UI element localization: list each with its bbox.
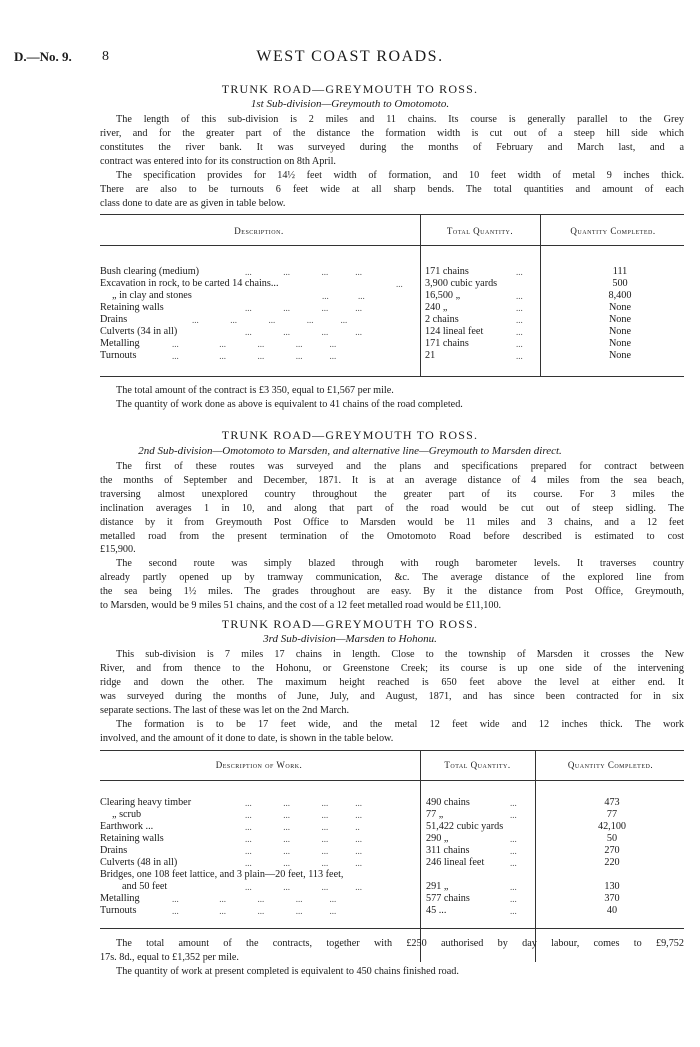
text-line: was surveyed during the months of June, July, and August, 1871, and has since been contracted for in six [100, 690, 684, 702]
table-row [100, 338, 684, 350]
cell-total-quantity: 16,500 „ [425, 290, 461, 301]
cell-quantity-completed: 130 [604, 881, 620, 892]
table-row [100, 845, 684, 857]
cell-quantity-completed: 50 [606, 833, 618, 844]
table-row [100, 326, 684, 338]
section1-summary [116, 384, 684, 412]
table-row [100, 893, 684, 905]
text-line: traversing almost unexplored country throughout the greater part of its course. For 3 miles the [100, 488, 684, 500]
cell-quantity-completed: 370 [604, 893, 620, 904]
leader-dots: ... [396, 279, 403, 289]
text-line: ridge and down the other. The maximum height reached is 650 feet above the level at either end. It [100, 676, 684, 688]
section1-heading: TRUNK ROAD—GREYMOUTH TO ROSS. [221, 82, 479, 96]
cell-total-quantity: 577 chains [426, 893, 470, 904]
cell-quantity-completed: None [608, 326, 632, 337]
document-reference: D.—No. 9. [14, 49, 72, 64]
cell-description: Metalling [100, 338, 140, 349]
text-line: 17s. 8d., equal to £1,352 per mile. [100, 951, 239, 963]
cell-description: Retaining walls [100, 833, 164, 844]
table-row [100, 821, 684, 833]
cell-description: Drains [100, 314, 128, 325]
table-row [100, 266, 684, 278]
section3-subheading: 3rd Sub-division—Marsden to Hohonu. [263, 633, 437, 645]
table-row [100, 302, 684, 314]
cell-total-quantity: 45 ... [426, 905, 447, 916]
text-line: There are also to be turnouts 6 feet wide at all sharp bends. The total quantities and amount of each [100, 183, 684, 195]
leader-dots: ... [510, 882, 517, 892]
leader-dots: ... ... ... ... ... [172, 894, 337, 904]
column-header-quantity-completed: Quantity Completed. [570, 226, 656, 236]
text-line: involved, and the amount of it done to date, is shown in the table below. [100, 732, 394, 744]
section3-paragraph-1 [100, 648, 684, 718]
leader-dots: ... ... ... ... [245, 846, 362, 856]
text-line: The quantity of work at present completed is equivalent to 450 chains finished road. [116, 965, 459, 977]
section2-paragraph-2 [100, 557, 684, 613]
column-header-total-quantity: Total Quantity. [444, 760, 511, 770]
cell-total-quantity: 21 [425, 350, 436, 361]
leader-dots: ... [510, 846, 517, 856]
text-line: already partly opened up by tramway communication, &c. The average distance of the explored line from [100, 571, 684, 583]
leader-dots: ... ... ... ... [245, 834, 362, 844]
text-line: River, and from thence to the Hohonu, or Greenstone Creek; its course is up one side of the intervening [100, 662, 684, 674]
cell-total-quantity: 291 „ [426, 881, 449, 892]
leader-dots: ... [510, 834, 517, 844]
table-rule-header [100, 245, 684, 246]
text-line: to Marsden, would be 9 miles 51 chains, and the cost of a 12 feet metalled road would be £11,100. [100, 599, 502, 611]
text-line: The second route was simply blazed through with rough barometer levels. It traverses country [116, 558, 684, 569]
cell-quantity-completed: 42,100 [597, 821, 626, 832]
table-rule-bottom [100, 376, 684, 377]
text-line: The specification provides for 14½ feet width of formation, and 10 feet width of metal 9 inches thick. [116, 170, 684, 181]
cell-quantity-completed: 220 [604, 857, 620, 868]
text-line: The total amount of the contract is £3 350, equal to £1,567 per mile. [116, 385, 394, 396]
table-rule-bottom [100, 928, 684, 929]
table-rule-top [100, 214, 684, 215]
cell-description: Excavation in rock, to be carted 14 chains... [100, 278, 279, 289]
leader-dots: ... ... ... ... [245, 798, 362, 808]
text-line: class done to date are as given in table below. [100, 197, 286, 209]
cell-description: „ scrub [112, 809, 142, 820]
cell-description: Turnouts [100, 350, 137, 361]
column-header-description-of-work: Description of Work. [215, 760, 303, 770]
table-row [100, 833, 684, 845]
leader-dots: ... [516, 327, 523, 337]
leader-dots: ... ... ... ... ... [192, 315, 348, 325]
leader-dots: ... [510, 798, 517, 808]
cell-quantity-completed: 8,400 [608, 290, 632, 301]
table-row [100, 350, 684, 362]
cell-description: and 50 feet [122, 881, 168, 892]
cell-description: Culverts (48 in all) [100, 857, 178, 868]
section2-heading: TRUNK ROAD—GREYMOUTH TO ROSS. [221, 428, 479, 442]
cell-quantity-completed: 473 [604, 797, 620, 808]
leader-dots: ... [516, 291, 523, 301]
cell-total-quantity: 246 lineal feet [426, 857, 485, 868]
cell-description: Retaining walls [100, 302, 164, 313]
table-row [100, 290, 684, 302]
section1-paragraph-1 [100, 113, 684, 169]
leader-dots: ... ... ... .. [245, 822, 360, 832]
table-row [100, 797, 684, 809]
cell-total-quantity: 3,900 cubic yards [425, 278, 498, 289]
section1-paragraph-2 [100, 169, 684, 211]
leader-dots: ... ... ... ... ... [172, 339, 337, 349]
cell-total-quantity: 171 chains [425, 266, 469, 277]
leader-dots: ... [516, 315, 523, 325]
cell-quantity-completed: 270 [604, 845, 620, 856]
leader-dots: ... ... [322, 291, 365, 301]
cell-description: Earthwork ... [100, 821, 154, 832]
section3-paragraph-2 [100, 718, 684, 746]
cell-quantity-completed: 111 [612, 266, 628, 277]
section3-heading: TRUNK ROAD—GREYMOUTH TO ROSS. [221, 617, 479, 631]
text-line: £15,900. [100, 544, 136, 556]
table-rule-header [100, 780, 684, 781]
leader-dots: ... ... ... ... [245, 858, 362, 868]
leader-dots: ... ... ... ... [245, 267, 362, 277]
cell-total-quantity: 2 chains [425, 314, 459, 325]
cell-quantity-completed: None [608, 314, 632, 325]
leader-dots: ... ... ... ... [245, 810, 362, 820]
text-line: constitutes the river bank. It was surveyed during the months of February and March last, and a [100, 141, 684, 153]
leader-dots: ... [510, 894, 517, 904]
leader-dots: ... [510, 858, 517, 868]
table-row [100, 905, 684, 917]
running-title: WEST COAST ROADS. [256, 48, 444, 65]
text-line: This sub-division is 7 miles 17 chains in length. Close to the township of Marsden it crosses the New [116, 649, 684, 660]
cell-description: Clearing heavy timber [100, 797, 192, 808]
cell-description: Metalling [100, 893, 140, 904]
text-line: the sea being 1½ miles. The grades throughout are easy. By it the distance from Post Office, Greymouth, [100, 585, 684, 597]
column-header-description: Description. [234, 226, 284, 236]
cell-quantity-completed: None [608, 350, 632, 361]
text-line: metalled road from the present termination of the Omotomoto Road before described is estimated to cost [100, 530, 684, 542]
cell-total-quantity: 77 „ [426, 809, 444, 820]
leader-dots: ... ... ... ... ... [172, 351, 337, 361]
cell-total-quantity: 490 chains [426, 797, 470, 808]
text-line: The length of this sub-division is 2 miles and 11 chains. Its course is generally parallel to the Grey [116, 114, 684, 125]
table-row [100, 869, 684, 881]
text-line: inclination averages 1 in 10, and along that part of the road would be cut out of steep sidling. The [100, 502, 684, 514]
table-row [100, 809, 684, 821]
leader-dots: ... [516, 303, 523, 313]
cell-total-quantity: 240 „ [425, 302, 448, 313]
leader-dots: ... ... ... ... [245, 303, 362, 313]
column-header-quantity-completed: Quantity Completed. [567, 760, 654, 770]
leader-dots: ... ... ... ... [245, 882, 362, 892]
text-line: river, and for the greater part of the distance the formation width is cut out of a steep hill side which [100, 127, 684, 139]
cell-description: „ in clay and stones [112, 290, 192, 301]
text-line: contract was entered into for its construction on 8th April. [100, 155, 336, 167]
table-row [100, 278, 684, 290]
cell-total-quantity: 290 „ [426, 833, 449, 844]
section3-summary [100, 937, 684, 979]
cell-description: Bush clearing (medium) [100, 266, 200, 277]
table-row [100, 857, 684, 869]
cell-total-quantity: 311 chains [426, 845, 470, 856]
section2-paragraph-1 [100, 460, 684, 557]
cell-total-quantity: 51,422 cubic yards [426, 821, 504, 832]
cell-description: Turnouts [100, 905, 137, 916]
text-line: separate sections. The last of these was let on the 2nd March. [100, 704, 350, 716]
table-row [100, 314, 684, 326]
section2-subheading: 2nd Sub-division—Omotomoto to Marsden, and alternative line—Greymouth to Marsden direct. [138, 445, 562, 457]
text-line: the months of September and December, 1871. It is at an average distance of 4 miles from the sea beach, [100, 474, 684, 486]
table-row [100, 881, 684, 893]
cell-quantity-completed: 40 [606, 905, 618, 916]
leader-dots: ... [510, 810, 517, 820]
cell-quantity-completed: None [608, 302, 632, 313]
table-rule-top [100, 750, 684, 751]
cell-quantity-completed: 500 [612, 278, 628, 289]
cell-description: Drains [100, 845, 128, 856]
text-line: The first of these routes was surveyed and the plans and specifications prepared for contract between [116, 461, 684, 472]
leader-dots: ... [510, 906, 517, 916]
page-number: 8 [102, 49, 109, 64]
leader-dots: ... [516, 267, 523, 277]
leader-dots: ... [516, 351, 523, 361]
leader-dots: ... [516, 339, 523, 349]
column-header-total-quantity: Total Quantity. [446, 226, 514, 236]
text-line: The formation is to be 17 feet wide, and the metal 12 feet wide and 12 inches thick. The work [116, 719, 684, 730]
text-line: distance by it from Greymouth Post Office to Marsden would be 11 miles and 3 chains, and a 12 feet [100, 516, 684, 528]
cell-description: Culverts (34 in all) [100, 326, 178, 337]
cell-description: Bridges, one 108 feet lattice, and 3 plain—20 feet, 113 feet, [100, 869, 344, 880]
leader-dots: ... ... ... ... ... [172, 906, 337, 916]
cell-total-quantity: 171 chains [425, 338, 469, 349]
leader-dots: ... ... ... ... [245, 327, 362, 337]
section1-subheading: 1st Sub-division—Greymouth to Omotomoto. [250, 98, 450, 110]
text-line: The total amount of the contracts, together with £250 authorised by day labour, comes to £9,752 [116, 938, 684, 949]
cell-quantity-completed: 77 [606, 809, 618, 820]
cell-quantity-completed: None [608, 338, 632, 349]
cell-total-quantity: 124 lineal feet [425, 326, 484, 337]
text-line: The quantity of work done as above is equivalent to 41 chains of the road completed. [116, 398, 463, 410]
